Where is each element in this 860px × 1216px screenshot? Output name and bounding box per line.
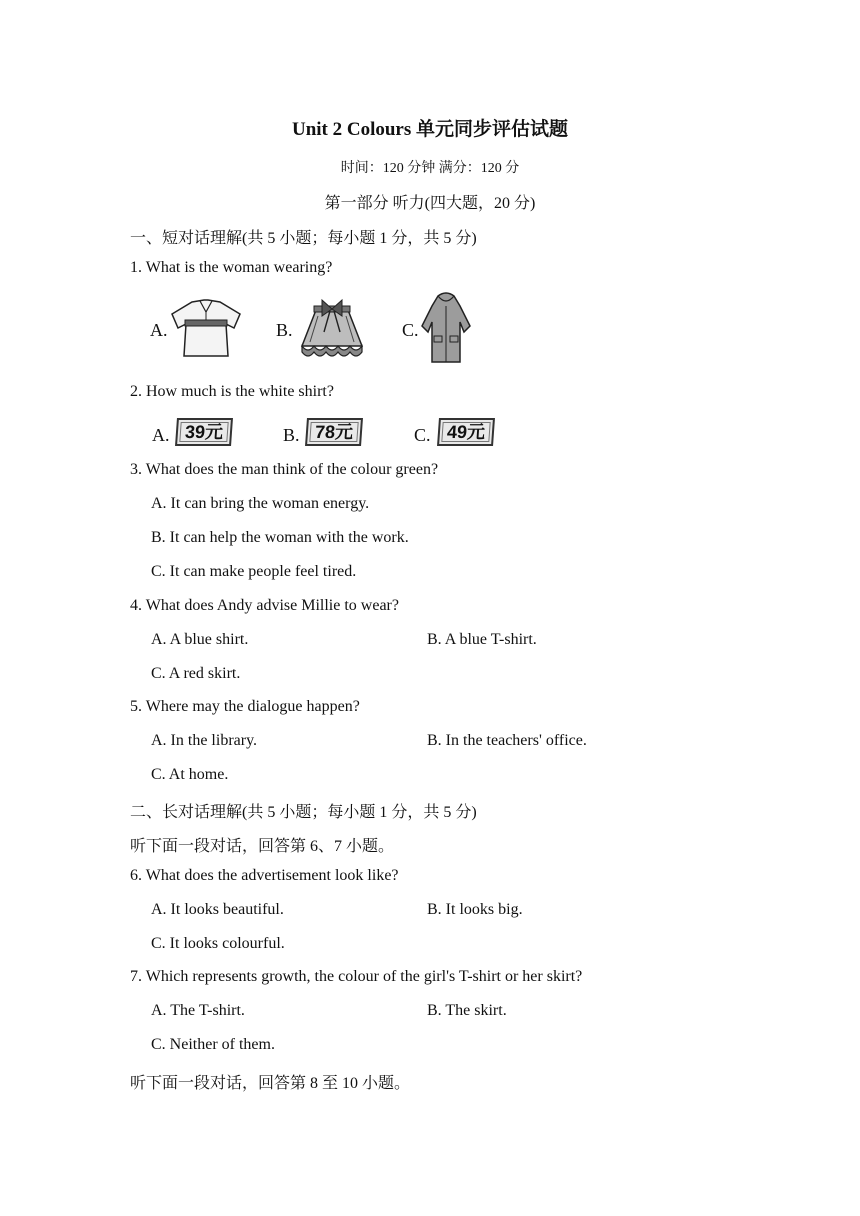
q7-option-c: C. Neither of them.	[151, 1036, 275, 1053]
q4-option-a: A. A blue shirt.	[151, 631, 249, 648]
question-1: 1. What is the woman wearing?	[130, 259, 333, 276]
q1-option-a-label: A.	[150, 320, 168, 340]
question-3: 3. What does the man think of the colour green?	[130, 461, 439, 478]
instruction-q8-q10: 听下面一段对话，回答第 8 至 10 小题。	[130, 1075, 411, 1092]
question-5: 5. Where may the dialogue happen?	[130, 698, 360, 715]
question-6: 6. What does the advertisement look like?	[130, 867, 399, 884]
raincoat-image	[420, 292, 472, 364]
q6-option-b: B. It looks big.	[427, 901, 523, 918]
section-one-heading: 一、短对话理解(共 5 小题；每小题 1 分，共 5 分)	[130, 230, 477, 247]
q6-option-c: C. It looks colourful.	[151, 935, 285, 952]
price-tag-b: 78元	[305, 418, 363, 446]
q5-option-c: C. At home.	[151, 766, 229, 783]
question-7: 7. Which represents growth, the colour of the girl's T-shirt or her skirt?	[130, 968, 583, 985]
price-tag-c: 49元	[437, 418, 495, 446]
q3-option-c: C. It can make people feel tired.	[151, 563, 357, 580]
q7-option-a: A. The T-shirt.	[151, 1002, 245, 1019]
question-2: 2. How much is the white shirt?	[130, 383, 334, 400]
q7-option-b: B. The skirt.	[427, 1002, 507, 1019]
q6-option-a: A. It looks beautiful.	[151, 901, 284, 918]
shirt-image	[170, 298, 242, 360]
q3-option-b: B. It can help the woman with the work.	[151, 529, 409, 546]
q3-option-a: A. It can bring the woman energy.	[151, 495, 370, 512]
section-two-heading: 二、长对话理解(共 5 小题；每小题 1 分，共 5 分)	[130, 804, 477, 821]
q4-option-b: B. A blue T-shirt.	[427, 631, 537, 648]
question-4: 4. What does Andy advise Millie to wear?	[130, 597, 399, 614]
time-and-score: 时间：120 分钟 满分：120 分	[340, 161, 520, 176]
price-tag-a: 39元	[175, 418, 233, 446]
q1-option-c-label: C.	[402, 320, 419, 340]
instruction-q6-q7: 听下面一段对话，回答第 6、7 小题。	[130, 838, 395, 855]
q1-option-b-label: B.	[276, 320, 293, 340]
q2-option-b-label: B.	[283, 425, 300, 445]
q2-option-a-label: A.	[152, 425, 170, 445]
q5-option-b: B. In the teachers' office.	[427, 732, 587, 749]
q4-option-c: C. A red skirt.	[151, 665, 241, 682]
page-title: Unit 2 Colours 单元同步评估试题	[291, 119, 569, 140]
q5-option-a: A. In the library.	[151, 732, 258, 749]
q2-option-c-label: C.	[414, 425, 431, 445]
part-one-heading: 第一部分 听力(四大题，20 分)	[324, 195, 536, 212]
skirt-image	[296, 296, 368, 362]
